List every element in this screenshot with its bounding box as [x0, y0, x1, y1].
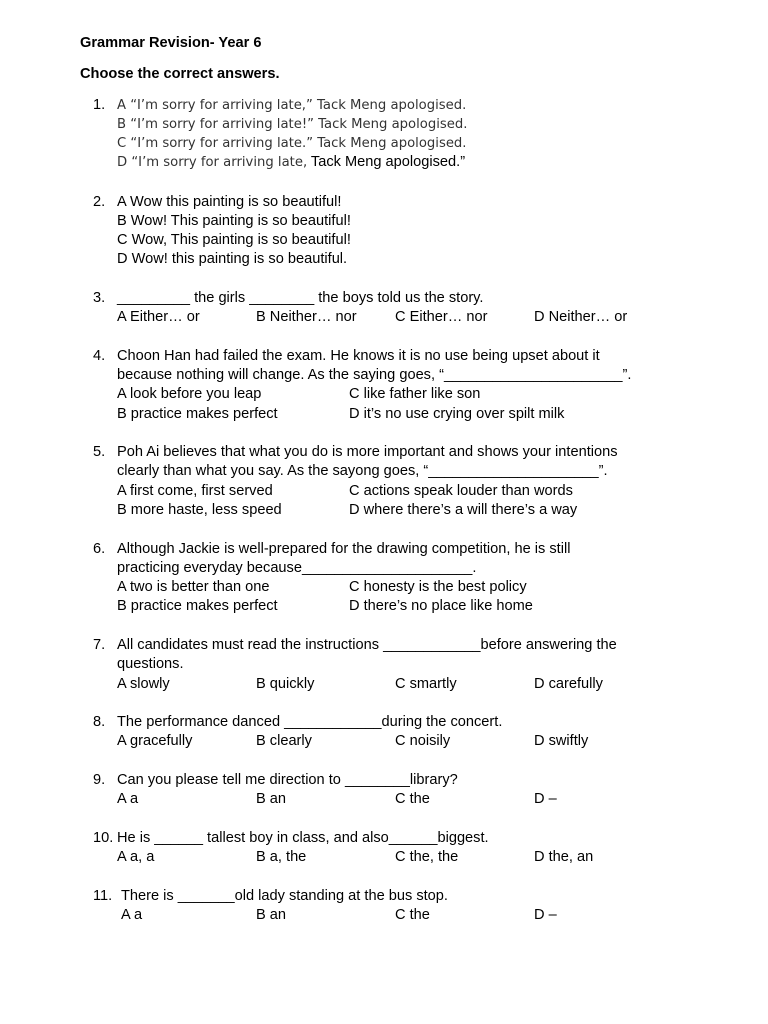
- question-stem: clearly than what you say. As the sayong goes, “_____________________”.: [117, 463, 608, 479]
- option-d: D swiftly: [534, 733, 589, 749]
- option-b: B “I’m sorry for arriving late!” Tack Meng apologised.: [117, 117, 468, 132]
- option-c: C like father like son: [349, 386, 481, 402]
- question-stem: Can you please tell me direction to ________library?: [117, 772, 458, 788]
- option-b: B Wow! This painting is so beautiful!: [117, 213, 351, 229]
- question-stem: because nothing will change. As the saying goes, “______________________”.: [117, 367, 632, 383]
- option-d: D it’s no use crying over spilt milk: [349, 406, 565, 422]
- option-c: C actions speak louder than words: [349, 483, 573, 499]
- option-a: A a, a: [117, 849, 155, 865]
- question-number: 10.: [93, 830, 114, 846]
- option-c: C Either… nor: [395, 309, 488, 325]
- question-stem: He is ______ tallest boy in class, and also______biggest.: [117, 830, 489, 846]
- question-stem: Although Jackie is well-prepared for the drawing competition, he is still: [117, 541, 571, 557]
- option-b: B practice makes perfect: [117, 598, 278, 614]
- option-d: D where there’s a will there’s a way: [349, 502, 578, 518]
- question-stem: There is _______old lady standing at the bus stop.: [121, 888, 448, 904]
- option-a: A a: [121, 907, 143, 923]
- question-number: 3.: [93, 290, 106, 306]
- option-a: A two is better than one: [117, 579, 270, 595]
- question-number: 5.: [93, 444, 106, 460]
- question-stem: Choon Han had failed the exam. He knows it is no use being upset about it: [117, 348, 600, 364]
- question-number: 1.: [93, 97, 106, 113]
- question-number: 8.: [93, 714, 106, 730]
- option-c: C the: [395, 907, 430, 923]
- option-b: B a, the: [256, 849, 307, 865]
- option-c: C “I’m sorry for arriving late.” Tack Meng apologised.: [117, 136, 467, 151]
- option-d: D there’s no place like home: [349, 598, 533, 614]
- option-d-head: D “I’m sorry for arriving late,: [117, 155, 308, 170]
- option-d: [117, 153, 465, 172]
- option-c: C smartly: [395, 676, 457, 692]
- question-stem: practicing everyday because_____________________.: [117, 560, 477, 576]
- option-d: D carefully: [534, 676, 603, 692]
- option-d-tail: Tack Meng apologised.”: [307, 154, 466, 170]
- option-a: A gracefully: [117, 733, 193, 749]
- option-b: B an: [256, 791, 287, 807]
- option-d: D Neither… or: [534, 309, 628, 325]
- option-a: A Wow this painting is so beautiful!: [117, 194, 342, 210]
- option-d: D Wow! this painting is so beautiful.: [117, 251, 348, 267]
- option-c: C noisily: [395, 733, 451, 749]
- question-stem: The performance danced ____________during the concert.: [117, 714, 503, 730]
- question-stem: _________ the girls ________ the boys told us the story.: [117, 290, 484, 306]
- option-b: B clearly: [256, 733, 312, 749]
- option-d: D –: [534, 791, 557, 807]
- option-a: A slowly: [117, 676, 170, 692]
- question-number: 2.: [93, 194, 106, 210]
- option-a: A look before you leap: [117, 386, 262, 402]
- worksheet-instruction: Choose the correct answers.: [80, 66, 280, 82]
- question-number: 9.: [93, 772, 106, 788]
- option-d: D the, an: [534, 849, 594, 865]
- worksheet-title: Grammar Revision- Year 6: [80, 35, 262, 51]
- option-c: C honesty is the best policy: [349, 579, 527, 595]
- option-c: C Wow, This painting is so beautiful!: [117, 232, 351, 248]
- option-b: B quickly: [256, 676, 315, 692]
- option-c: C the, the: [395, 849, 459, 865]
- option-b: B practice makes perfect: [117, 406, 278, 422]
- option-b: B more haste, less speed: [117, 502, 282, 518]
- question-number: 11.: [93, 888, 113, 904]
- option-a: A first come, first served: [117, 483, 273, 499]
- option-a: A Either… or: [117, 309, 200, 325]
- option-a: A a: [117, 791, 139, 807]
- option-b: B Neither… nor: [256, 309, 357, 325]
- question-stem: questions.: [117, 656, 184, 672]
- question-number: 4.: [93, 348, 106, 364]
- question-stem: Poh Ai believes that what you do is more important and shows your intentions: [117, 444, 618, 460]
- option-b: B an: [256, 907, 287, 923]
- option-c: C the: [395, 791, 430, 807]
- question-stem: All candidates must read the instructions ____________before answering the: [117, 637, 617, 653]
- option-a: A “I’m sorry for arriving late,” Tack Meng apologised.: [117, 98, 467, 113]
- question-number: 6.: [93, 541, 106, 557]
- option-d: D –: [534, 907, 557, 923]
- question-number: 7.: [93, 637, 106, 653]
